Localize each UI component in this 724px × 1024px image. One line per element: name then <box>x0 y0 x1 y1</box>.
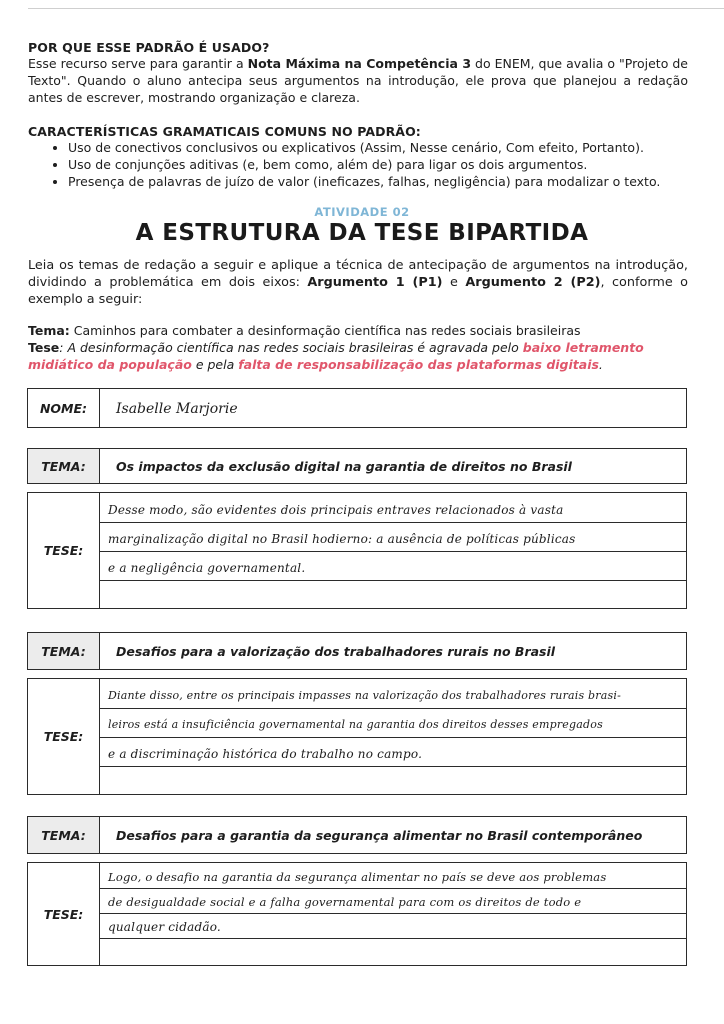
tese-box-3 <box>27 862 687 966</box>
ruled-line <box>100 580 686 581</box>
tese-label-3: TESE: <box>28 863 100 965</box>
tema-label-2: TEMA: <box>28 633 100 669</box>
ruled-line <box>100 766 686 767</box>
why-text-pre: Esse recurso serve para garantir a <box>28 56 248 71</box>
why-text <box>28 55 688 106</box>
grammar-heading: CARACTERÍSTICAS GRAMATICAIS COMUNS NO PADRÃO: <box>28 124 421 139</box>
grammar-item: • Uso de conjunções aditivas (e, bem como, além de) para ligar os dois argumentos. <box>68 156 688 173</box>
example-tese-highlight-2: falta de responsabilização das plataformas digitais <box>238 357 599 372</box>
tese-line-text: Logo, o desafio na garantia da segurança alimentar no país se deve aos problemas <box>108 870 607 884</box>
ruled-line <box>100 938 686 939</box>
tese-line-text: e a negligência governamental. <box>108 561 306 575</box>
activity-title: A ESTRUTURA DA TESE BIPARTIDA <box>135 220 589 246</box>
example-tese-highlight-1: baixo letramento midiático da população <box>28 340 644 372</box>
tese-lines-3[interactable] <box>100 863 686 965</box>
tese-line-text: de desigualdade social e a falha governamental para com os direitos de todo e <box>108 895 582 909</box>
why-text-post: do ENEM, que avalia o "Projeto de Texto". Quando o aluno antecipa seus argumentos na introdução, ele prova que planejou a redação antes de escrever, mostrando organização e clareza. <box>28 56 688 105</box>
example-block <box>28 322 688 373</box>
tese-box-2 <box>27 678 687 795</box>
example-tese <box>28 339 688 373</box>
intro-pre: Leia os temas de redação a seguir e aplique a técnica de antecipação de argumentos na introdução, dividindo a problemática em dois eixos: <box>28 258 688 290</box>
example-tese-mid: e pela <box>191 357 239 372</box>
activity-intro <box>28 257 688 308</box>
tema-text-1: Os impactos da exclusão digital na garantia de direitos no Brasil <box>116 458 572 474</box>
tese-line-text: leiros está a insuficiência governamental na garantia dos direitos desses empregados <box>108 718 603 731</box>
tema-label-3: TEMA: <box>28 817 100 853</box>
example-tema-text: Caminhos para combater a desinformação científica nas redes sociais brasileiras <box>69 323 581 338</box>
ruled-line <box>100 888 686 889</box>
intro-arg2: Argumento 2 (P2) <box>465 275 601 290</box>
tema-label-1: TEMA: <box>28 449 100 483</box>
why-text-bold: Nota Máxima na Competência 3 <box>247 56 472 71</box>
tese-lines-2[interactable] <box>100 679 686 794</box>
intro-post: , conforme o exemplo a seguir: <box>28 275 689 307</box>
tese-line-text: qualquer cidadão. <box>108 920 221 934</box>
tese-line-text: Diante disso, entre os principais impasses na valorização dos trabalhadores rurais brasi- <box>108 689 621 702</box>
name-box <box>27 388 687 428</box>
tema-text-3: Desafios para a garantia da segurança alimentar no Brasil contemporâneo <box>116 827 643 843</box>
ruled-line <box>100 551 686 552</box>
why-heading: POR QUE ESSE PADRÃO É USADO? <box>28 40 270 55</box>
intro-arg1: Argumento 1 (P1) <box>307 275 443 290</box>
ruled-line <box>100 708 686 709</box>
example-tese-pre: : A desinformação científica nas redes sociais brasileiras é agravada pelo <box>59 340 523 355</box>
ruled-line <box>100 737 686 738</box>
intro-mid: e <box>442 275 466 290</box>
grammar-item: • Uso de conectivos conclusivos ou explicativos (Assim, Nesse cenário, Com efeito, Portanto). <box>68 139 688 156</box>
grammar-section <box>28 124 688 190</box>
tese-line-text: e a discriminação histórica do trabalho no campo. <box>108 747 423 761</box>
top-rule <box>28 8 724 9</box>
grammar-item: • Presença de palavras de juízo de valor (ineficazes, falhas, negligência) para modalizar o texto. <box>68 173 688 190</box>
grammar-list <box>28 139 688 190</box>
ruled-line <box>100 522 686 523</box>
ruled-line <box>100 913 686 914</box>
activity-tag: ATIVIDADE 02 <box>314 205 410 219</box>
tese-line-text: marginalização digital no Brasil hodierno: a ausência de políticas públicas <box>108 532 576 546</box>
name-value[interactable]: Isabelle Marjorie <box>116 401 238 417</box>
example-tese-label: Tese <box>28 340 60 355</box>
tema-box-3 <box>27 816 687 854</box>
example-tema-label: Tema: <box>28 323 70 338</box>
tese-line-text: Desse modo, são evidentes dois principais entraves relacionados à vasta <box>108 503 564 517</box>
tese-label-2: TESE: <box>28 679 100 794</box>
tese-box-1 <box>27 492 687 609</box>
tese-lines-1[interactable] <box>100 493 686 608</box>
example-tema <box>28 322 688 339</box>
tema-box-2 <box>27 632 687 670</box>
example-tese-post: . <box>598 357 603 372</box>
name-label: NOME: <box>28 389 100 427</box>
tema-text-2: Desafios para a valorização dos trabalhadores rurais no Brasil <box>116 643 556 659</box>
tese-label-1: TESE: <box>28 493 100 608</box>
tema-box-1 <box>27 448 687 484</box>
why-section <box>28 40 688 106</box>
